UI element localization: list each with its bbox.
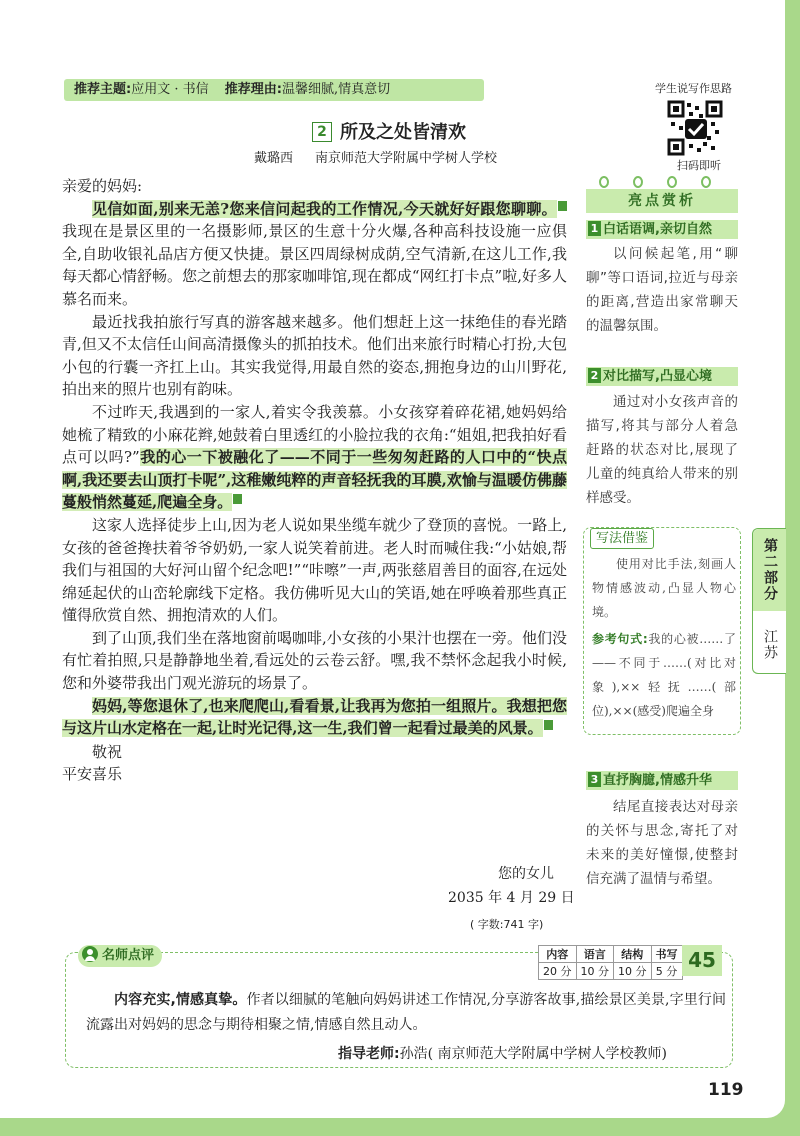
essay-number: 2	[312, 122, 332, 142]
highlight-3-body: 结尾直接表达对母亲的关怀与思念,寄托了对未来的美好憧憬,使整封信充满了温情与希望。	[586, 799, 738, 887]
highlight-3: 妈妈,等您退休了,也来爬爬山,看看景,让我再为您拍一组照片。我想把您与这片山水定格在一起,让时光记得,这一生,我们曾一起看过最美的风景。	[62, 696, 567, 738]
score-table	[538, 945, 683, 980]
page-number: 119	[708, 1080, 744, 1100]
paragraph-1-rest: 我现在是景区里的一名摄影师,景区的生意十分火爆,各种高科技设施一应俱全,自助收银礼品店方便又快捷。景区四周绿树成荫,空气清新,在这儿工作,我每天都心情舒畅。您之前想去的那家咖啡馆,现在都成“网红打卡点”啦,好多人慕名而来。	[62, 222, 567, 308]
highlight-1: 见信如面,别来无恙?您来信问起我的工作情况,今天就好好跟您聊聊。	[92, 199, 557, 218]
highlight-2-body: 通过对小女孩声音的描写,将其与部分人着急赶路的状态对比,展现了儿童的纯真给人带来的别样感受。	[586, 394, 738, 506]
theme-value: 应用文 · 书信	[131, 82, 209, 97]
advisor-name: 孙浩	[399, 1046, 428, 1062]
score-header: 语言	[576, 946, 614, 963]
person-icon	[82, 946, 98, 962]
highlight-3-number: 3	[588, 772, 601, 787]
spiral-binding-icon	[590, 174, 738, 188]
closing-blessing: 平安喜乐	[62, 765, 123, 784]
salutation: 亲爱的妈妈:	[62, 177, 143, 195]
writing-tip-body: 使用对比手法,刻画人物情感波动,凸显人物心境。	[592, 557, 736, 619]
qr-code-icon[interactable]	[667, 100, 723, 156]
score-header: 结构	[614, 946, 652, 963]
paragraph-2: 最近找我拍旅行写真的游客越来越多。他们想赶上这一抹绝佳的春光踏青,但又不太信任山间高清摄像头的抓拍技术。他们出来旅行时精心打扮,大包小包的行囊一齐扛上山。其实我觉得,用最自然的姿态,拥抱身边的山川野花,拍出来的照片也别有韵味。	[62, 312, 567, 399]
advisor-org: ( 南京师范大学附属中学树人学校教师)	[427, 1046, 667, 1062]
annotation-mark-2: 2	[233, 494, 242, 504]
section-edge-tab	[752, 528, 786, 674]
byline	[254, 147, 497, 166]
annotation-mark-3: 3	[544, 720, 553, 730]
teacher-review-label: 名师点评	[102, 948, 155, 963]
score-header: 书写	[651, 946, 682, 963]
reference-label: 参考句式:	[592, 632, 648, 646]
theme-label: 推荐主题:	[74, 82, 132, 97]
recommendation-bar	[64, 79, 484, 101]
signature: 您的女儿	[498, 866, 554, 882]
reason-value: 温馨细腻,情真意切	[281, 82, 391, 97]
paragraph-3-start: 不过昨天,我遇到的一家人,着实令我羡慕。小女孩穿着碎花裙,她妈妈给她梳了精致的小麻花辫,她鼓着白里透红的小脸拉我的衣角:“姐姐,把我拍好看点可以吗?”	[62, 402, 567, 467]
highlight-2-number: 2	[588, 368, 601, 383]
reference-body: 我的心被……了——不同于……(对比对象),××轻抚……(部位),××(感受)爬遍全身	[592, 632, 736, 718]
essay-title-text: 所及之处皆清欢	[340, 122, 466, 143]
highlight-3-title	[586, 771, 738, 790]
paragraph-3	[62, 401, 567, 514]
annotation-mark-1	[558, 201, 567, 211]
edge-tab-part: 第二部分	[753, 529, 786, 611]
highlight-2-title	[586, 367, 738, 386]
edge-tab-province: 江苏	[762, 629, 778, 661]
paragraph-5: 到了山顶,我们坐在落地窗前喝咖啡,小女孩的小果汁也摆在一旁。他们没有忙着拍照,只是静静地坐着,看远处的云卷云舒。嘿,我不禁怀念起我小时候,您和外婆带我出门观光游玩的场景了。	[62, 628, 567, 693]
highlight-2-title-text: 对比描写,凸显心境	[603, 369, 712, 384]
highlights-header: 亮点赏析	[586, 189, 738, 213]
essay-title	[312, 118, 466, 144]
score-value: 10 分	[614, 963, 652, 980]
author-school: 南京师范大学附属中学树人学校	[315, 151, 498, 166]
highlight-2: 我的心一下被融化了——不同于一些匆匆赶路的人口中的“快点啊,我还要去山顶打卡呢”,这稚嫩纯粹的声音轻抚我的耳膜,欢愉与温暖仿佛藤蔓般悄然蔓延,爬遍全身。	[62, 448, 567, 512]
qr-scan-label: 扫码即听	[677, 159, 721, 172]
highlight-1-number: 1	[588, 221, 601, 236]
score-value: 20 分	[539, 963, 577, 980]
word-count: ( 字数:741 字)	[470, 918, 544, 931]
writing-tip-tag: 写法借鉴	[590, 528, 654, 549]
reason-label: 推荐理由:	[224, 82, 282, 97]
review-lead: 内容充实,情感真挚。	[114, 992, 247, 1008]
review-text	[86, 988, 726, 1038]
score-value: 10 分	[576, 963, 614, 980]
score-value: 5 分	[651, 963, 682, 980]
advisor-label: 指导老师:	[338, 1046, 400, 1062]
author-name: 戴璐西	[254, 151, 294, 166]
paragraph-6	[62, 695, 579, 740]
letter-body	[62, 175, 579, 786]
reference-sentence	[592, 627, 736, 723]
paragraph-4: 这家人选择徒步上山,因为老人说如果坐缆车就少了登顶的喜悦。一路上,女孩的爸爸搀扶着爷爷奶奶,一家人说笑着前进。老人时而喊住我:“小姑娘,帮我们与祖国的大好河山留个纪念吧!”“咔嚓”一声,两张慈眉善目的面容,在远处绵延起伏的山峦轮廓线下定格。我仿佛听见大山的笑语,她在呼唤着那些真正懂得欣赏自然、拥抱清欢的人们。	[62, 515, 567, 625]
highlight-1-title	[586, 220, 738, 239]
total-score: 45	[682, 945, 722, 976]
highlight-1-title-text: 白话语调,亲切自然	[603, 222, 712, 237]
qr-label: 学生说写作思路	[655, 82, 732, 95]
review-body: 作者以细腻的笔触向妈妈讲述工作情况,分享游客故事,描绘景区美景,字里行间流露出对妈妈的思念与期待相聚之情,情感自然且动人。	[86, 992, 726, 1033]
letter-date: 2035 年 4 月 29 日	[448, 890, 575, 906]
score-header: 内容	[539, 946, 577, 963]
highlight-1-body: 以问候起笔,用“聊聊”等口语词,拉近与母亲的距离,营造出家常聊天的温馨氛围。	[586, 246, 738, 334]
paragraph-1	[62, 198, 567, 311]
closing-wish: 敬祝	[92, 742, 123, 761]
highlight-3-title-text: 直抒胸臆,情感升华	[603, 773, 712, 788]
teacher-review-tag	[78, 945, 162, 967]
advisor-line	[338, 1043, 667, 1063]
